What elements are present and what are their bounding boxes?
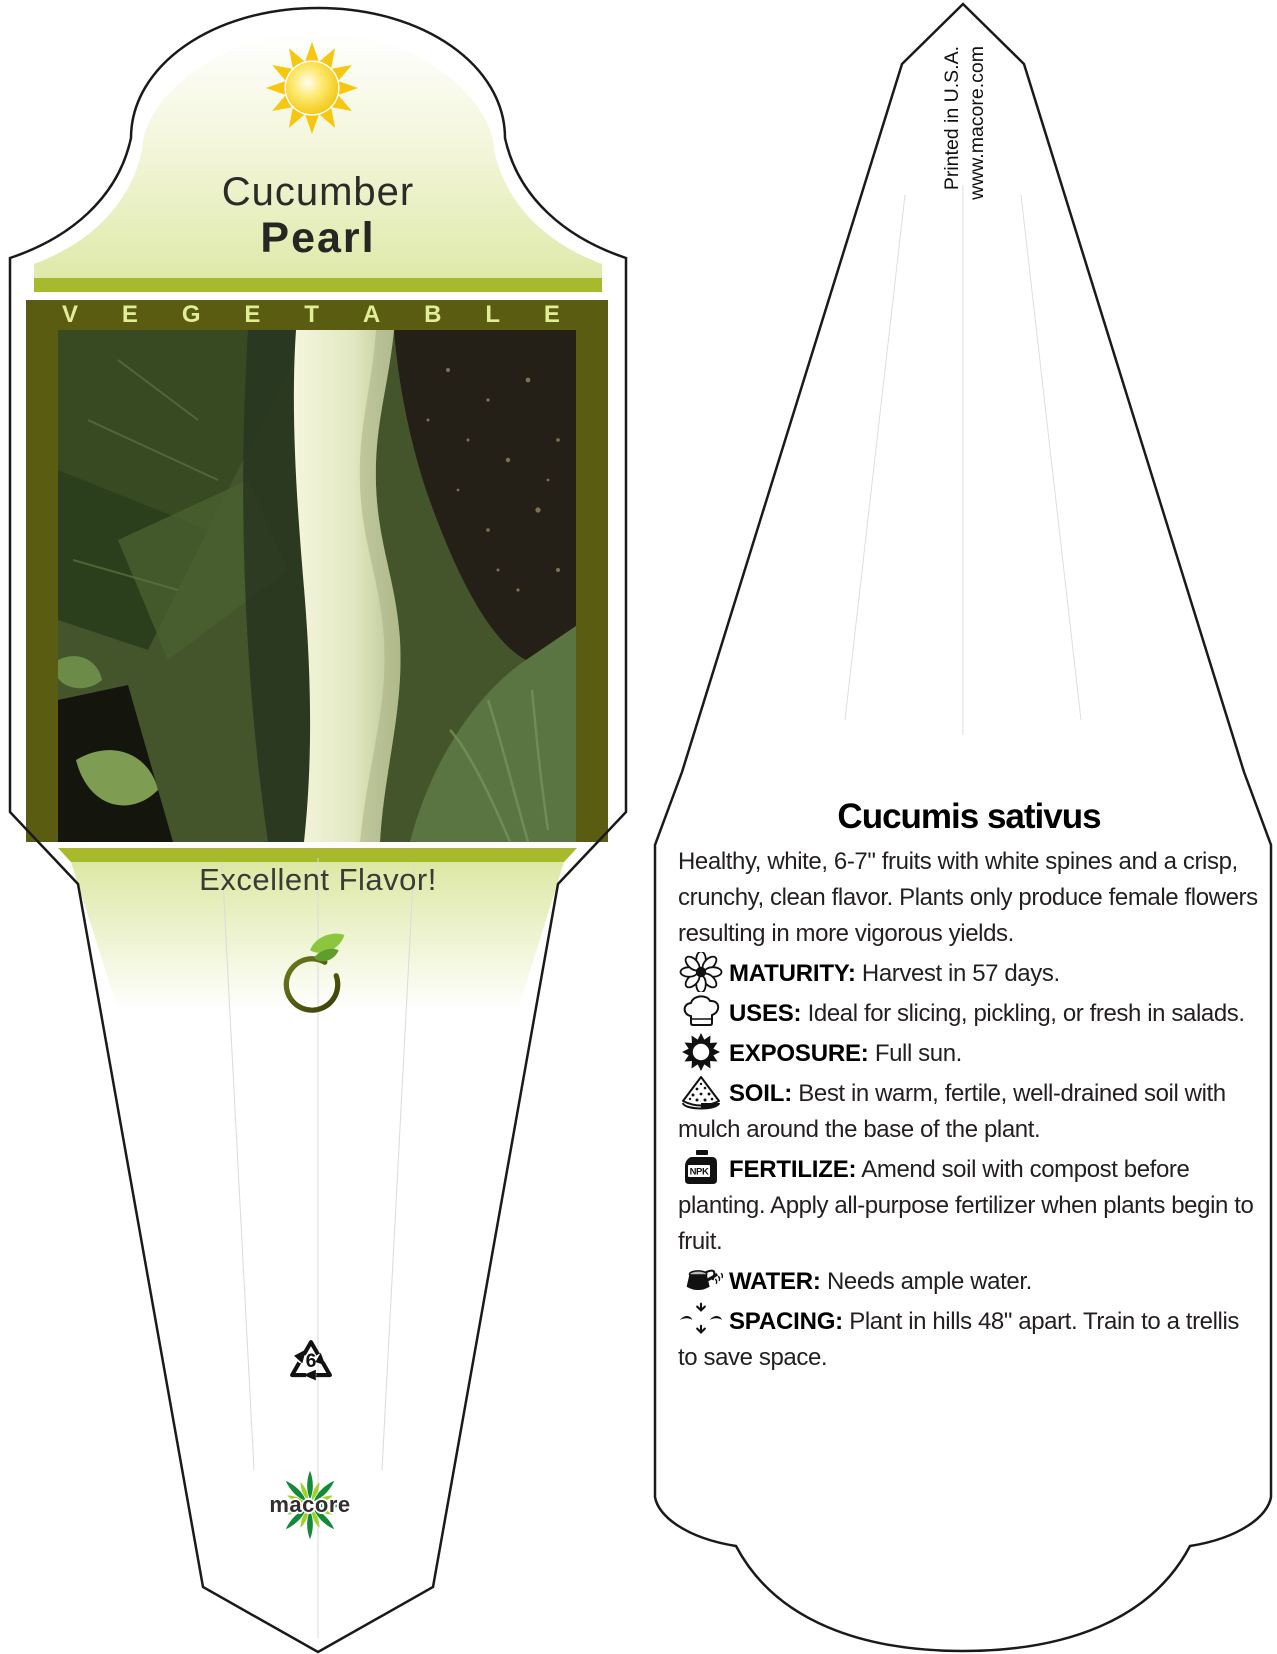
attribute-list bbox=[678, 952, 1260, 1376]
chef-hat-icon bbox=[678, 992, 724, 1032]
attribute-item bbox=[678, 1260, 1260, 1300]
attribute-item bbox=[678, 952, 1260, 992]
attr-text: Ideal for slicing, pickling, or fresh in salads. bbox=[801, 1000, 1245, 1027]
attribute-item bbox=[678, 1300, 1260, 1376]
attribute-item bbox=[678, 1032, 1260, 1072]
recycle-number: 6 bbox=[305, 1349, 317, 1372]
attr-label: WATER: bbox=[729, 1268, 821, 1295]
website-text: www.macore.com bbox=[966, 46, 988, 200]
attr-text: Plant in hills 48" apart. Train to a trellis to save space. bbox=[678, 1308, 1240, 1371]
attr-label: EXPOSURE: bbox=[729, 1040, 869, 1067]
attr-label: SOIL: bbox=[729, 1080, 792, 1107]
tagline: Excellent Flavor! bbox=[199, 862, 437, 897]
svg-text:NPK: NPK bbox=[689, 1166, 709, 1178]
attr-label: USES: bbox=[729, 1000, 802, 1027]
watering-can-icon bbox=[678, 1260, 724, 1300]
description-paragraph: Healthy, white, 6-7" fruits with white spines and a crisp, crunchy, clean flavor. Plants only produce female flowers resulting in more vigorous yields. bbox=[678, 848, 1258, 947]
brand-name: macore bbox=[269, 1492, 351, 1517]
plant-type-title: Cucumber bbox=[221, 170, 415, 214]
spacing-icon bbox=[678, 1300, 724, 1340]
sun-exposure-icon bbox=[678, 1032, 724, 1072]
attribute-item bbox=[678, 1148, 1260, 1260]
attr-text: Needs ample water. bbox=[820, 1268, 1032, 1295]
npk-jug-icon bbox=[678, 1148, 724, 1188]
variety-name: Pearl bbox=[260, 214, 376, 262]
attr-text: Best in warm, fertile, well-drained soil with mulch around the base of the plant. bbox=[678, 1080, 1226, 1143]
attr-label: MATURITY: bbox=[729, 960, 856, 987]
care-info-panel bbox=[678, 798, 1260, 1376]
flower-icon bbox=[678, 952, 724, 992]
attribute-item bbox=[678, 1072, 1260, 1148]
attribute-item bbox=[678, 992, 1260, 1032]
attr-label: FERTILIZE: bbox=[729, 1156, 857, 1183]
attr-text: Amend soil with compost before planting. Apply all-purpose fertilizer when plants begin to fruit. bbox=[678, 1156, 1254, 1255]
category-banner: V E G E T A B L E bbox=[62, 301, 560, 328]
printed-in-text: Printed in U.S.A. bbox=[941, 46, 963, 191]
attr-text: Harvest in 57 days. bbox=[855, 960, 1060, 987]
attr-text: Full sun. bbox=[868, 1040, 962, 1067]
soil-icon bbox=[678, 1072, 724, 1112]
attr-label: SPACING: bbox=[729, 1308, 843, 1335]
botanical-name: Cucumis sativus bbox=[837, 797, 1101, 836]
